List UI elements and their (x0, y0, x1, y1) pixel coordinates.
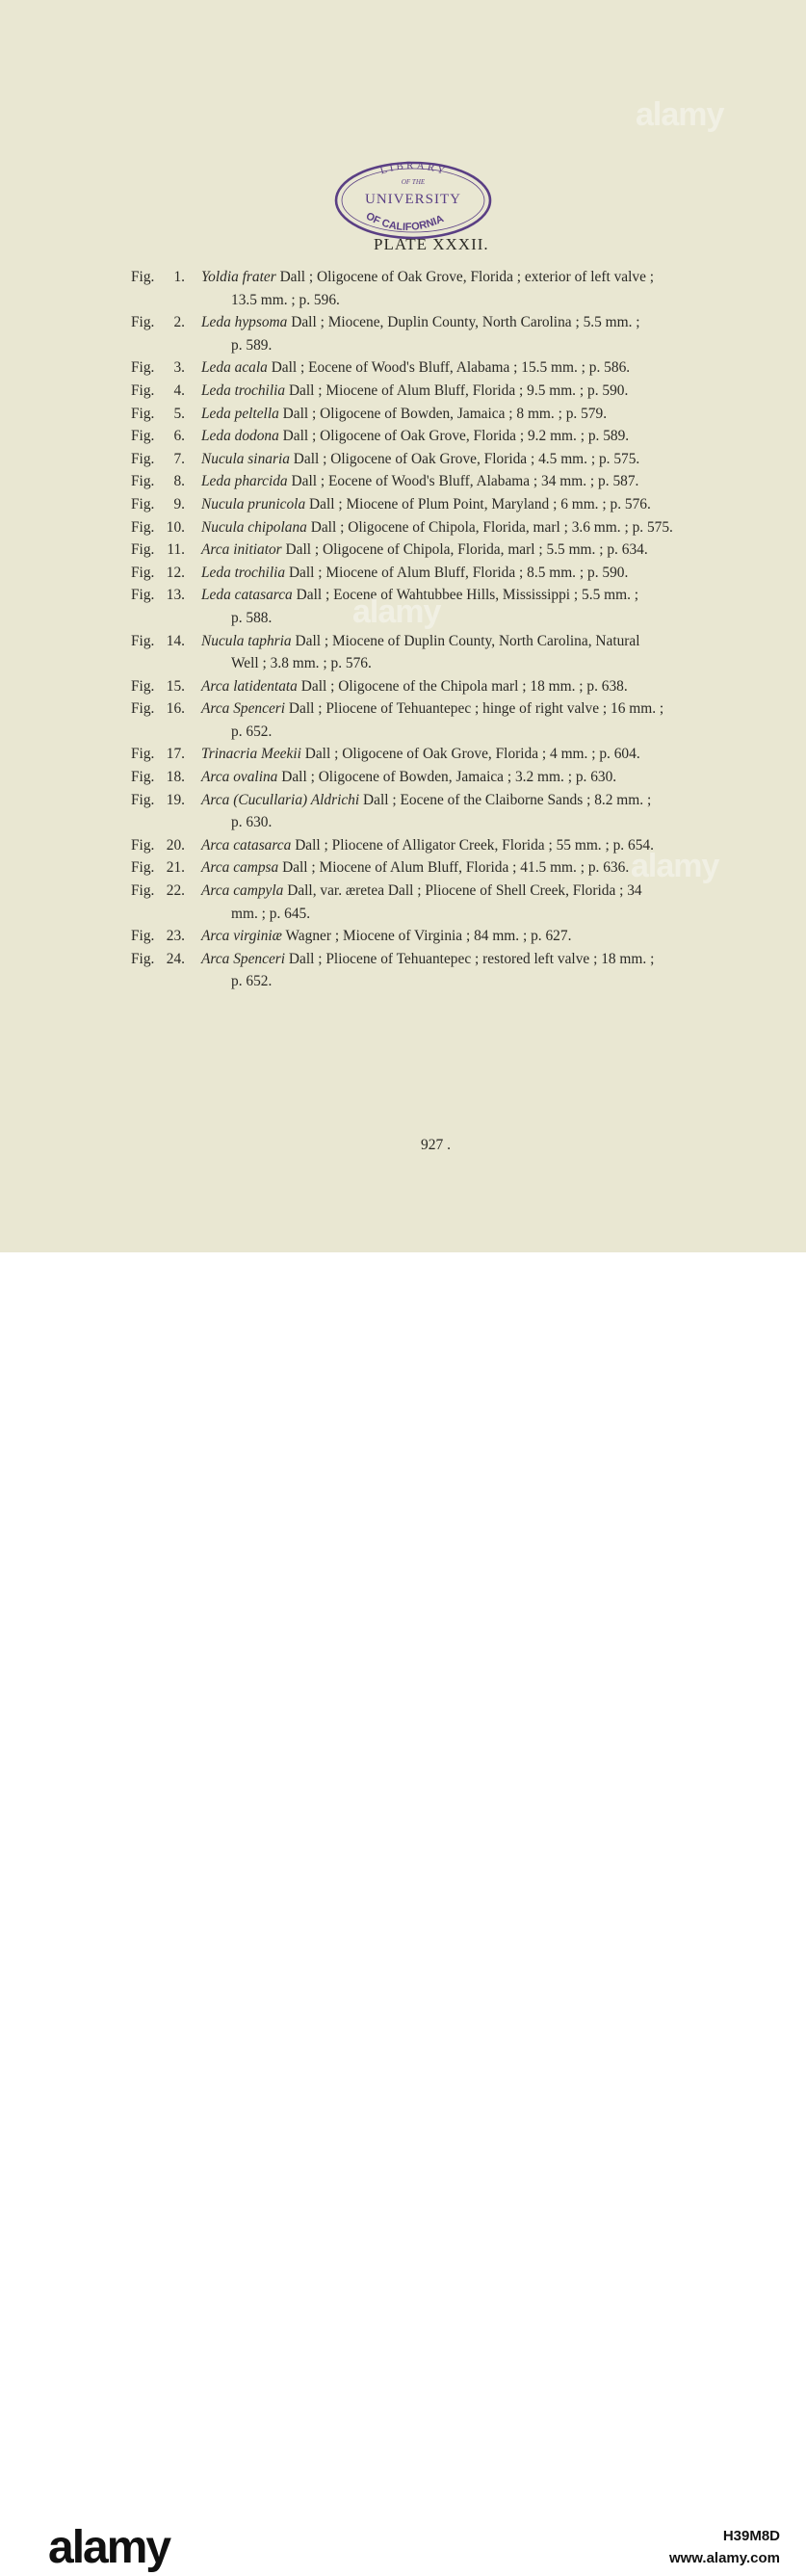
figure-caption (0, 630, 806, 675)
species-name: Arca initiator (201, 541, 282, 559)
fig-number: 24. (166, 950, 185, 967)
watermark-logo: alamy (631, 848, 719, 884)
caption-text (201, 630, 745, 675)
fig-label: Fig. (131, 746, 155, 763)
fig-number: 13. (166, 587, 185, 604)
fig-number: 22. (166, 882, 185, 900)
caption-text (201, 356, 745, 380)
caption-continuation: p. 652. (231, 973, 273, 990)
figure-caption (0, 743, 806, 766)
fig-number: 17. (166, 746, 185, 763)
fig-label: Fig. (131, 381, 155, 399)
fig-label: Fig. (131, 587, 155, 604)
species-name: Leda trochilia (201, 564, 286, 581)
caption-text (201, 470, 745, 493)
caption-text (201, 948, 745, 993)
caption-text (201, 266, 745, 311)
fig-number: 14. (166, 632, 185, 649)
figure-caption (0, 516, 806, 539)
fig-label: Fig. (131, 564, 155, 581)
fig-number: 7. (173, 450, 185, 467)
caption-description: Dall ; Oligocene of Chipola, Florida, marl ; 3.6 mm. ; p. 575. (310, 518, 673, 536)
caption-description: Dall ; Miocene of Alum Bluff, Florida ; 41.5 mm. ; p. 636. (282, 859, 630, 877)
caption-description: Dall ; Eocene of the Claiborne Sands ; 8.2 mm. ; (363, 791, 652, 808)
caption-continuation: p. 588. (231, 609, 273, 626)
species-name: Leda dodona (201, 428, 279, 445)
fig-number: 6. (173, 428, 185, 445)
document-page (0, 0, 806, 1252)
species-name: Nucula prunicola (201, 495, 306, 513)
figure-caption (0, 448, 806, 471)
species-name: Arca campsa (201, 859, 279, 877)
caption-description: Dall ; Miocene of Alum Bluff, Florida ; 8.5 mm. ; p. 590. (288, 564, 629, 581)
caption-continuation: Well ; 3.8 mm. ; p. 576. (231, 655, 372, 672)
species-name: Arca ovalina (201, 769, 278, 786)
fig-label: Fig. (131, 700, 155, 718)
species-name: Arca latidentata (201, 677, 298, 695)
fig-number: 20. (166, 836, 185, 854)
caption-text (201, 789, 745, 834)
fig-number: 3. (173, 359, 185, 377)
figure-caption (0, 675, 806, 698)
caption-description: Dall ; Miocene of Alum Bluff, Florida ; 9.5 mm. ; p. 590. (288, 381, 629, 399)
figure-caption (0, 380, 806, 403)
fig-label: Fig. (131, 859, 155, 877)
caption-text (201, 766, 745, 789)
fig-label: Fig. (131, 632, 155, 649)
figure-caption (0, 311, 806, 356)
caption-description: Dall ; Eocene of Wood's Bluff, Alabama ; 34 mm. ; p. 587. (291, 473, 639, 490)
plate-title: PLATE XXXII. (374, 235, 489, 253)
fig-label: Fig. (131, 769, 155, 786)
fig-label: Fig. (131, 314, 155, 331)
fig-number: 18. (166, 769, 185, 786)
fig-label: Fig. (131, 450, 155, 467)
fig-label: Fig. (131, 882, 155, 900)
species-name: Leda hypsoma (201, 314, 288, 331)
fig-label: Fig. (131, 518, 155, 536)
fig-number: 2. (173, 314, 185, 331)
figure-caption (0, 697, 806, 743)
caption-continuation: p. 630. (231, 814, 273, 831)
fig-number: 12. (166, 564, 185, 581)
caption-description: Dall ; Oligocene of Oak Grove, Florida ; 4 mm. ; p. 604. (304, 746, 640, 763)
watermark-logo: alamy (352, 593, 441, 630)
caption-description: Dall ; Miocene of Duplin County, North Carolina, Natural (295, 632, 640, 649)
caption-text (201, 311, 745, 356)
species-name: Leda catasarca (201, 587, 293, 604)
caption-continuation: mm. ; p. 645. (231, 905, 311, 922)
caption-description: Dall ; Miocene of Plum Point, Maryland ; 6 mm. ; p. 576. (309, 495, 651, 513)
caption-description: Dall ; Oligocene of Oak Grove, Florida ; 4.5 mm. ; p. 575. (293, 450, 640, 467)
caption-text (201, 675, 745, 698)
caption-description: Dall, var. æretea Dall ; Pliocene of Shell Creek, Florida ; 34 (287, 882, 642, 900)
page-number: 927 . (421, 1137, 451, 1153)
caption-text (201, 380, 745, 403)
library-stamp (332, 156, 492, 245)
species-name: Leda trochilia (201, 381, 286, 399)
caption-text (201, 516, 745, 539)
caption-text (201, 925, 745, 948)
fig-number: 11. (167, 541, 185, 559)
figure-caption (0, 539, 806, 562)
fig-label: Fig. (131, 473, 155, 490)
fig-label: Fig. (131, 269, 155, 285)
species-name: Nucula taphria (201, 632, 292, 649)
fig-label: Fig. (131, 836, 155, 854)
caption-text (201, 562, 745, 585)
fig-number: 21. (166, 859, 185, 877)
stamp-line1: LIBRARY (378, 159, 450, 178)
caption-description: Wagner ; Miocene of Virginia ; 84 mm. ; p. 627. (285, 928, 572, 945)
species-name: Arca catasarca (201, 836, 292, 854)
species-name: Trinacria Meekii (201, 746, 301, 763)
caption-text (201, 880, 745, 925)
fig-number: 4. (173, 381, 185, 399)
species-name: Yoldia frater (201, 269, 276, 285)
caption-text (201, 743, 745, 766)
species-name: Nucula sinaria (201, 450, 290, 467)
figure-caption (0, 789, 806, 834)
caption-text (201, 403, 745, 426)
figure-caption (0, 470, 806, 493)
caption-continuation: p. 589. (231, 336, 273, 354)
fig-number: 19. (166, 791, 185, 808)
figure-caption (0, 425, 806, 448)
stamp-line3: UNIVERSITY (365, 192, 461, 207)
figure-caption (0, 356, 806, 380)
caption-description: Dall ; Oligocene of Bowden, Jamaica ; 8 mm. ; p. 579. (282, 405, 608, 422)
figure-caption (0, 403, 806, 426)
caption-description: Dall ; Eocene of Wood's Bluff, Alabama ; 15.5 mm. ; p. 586. (271, 359, 631, 377)
figure-caption (0, 925, 806, 948)
fig-label: Fig. (131, 495, 155, 513)
fig-number: 1. (173, 269, 185, 285)
fig-number: 5. (173, 405, 185, 422)
stamp-line4: OF CALIFORNIA (363, 210, 446, 234)
fig-label: Fig. (131, 950, 155, 967)
fig-label: Fig. (131, 541, 155, 559)
fig-label: Fig. (131, 428, 155, 445)
fig-label: Fig. (131, 677, 155, 695)
brand-logo: alamy (48, 2522, 170, 2573)
fig-number: 16. (166, 700, 185, 718)
fig-label: Fig. (131, 928, 155, 945)
caption-description: Dall ; Pliocene of Tehuantepec ; hinge of right valve ; 16 mm. ; (288, 700, 664, 718)
fig-number: 8. (173, 473, 185, 490)
fig-label: Fig. (131, 359, 155, 377)
caption-continuation: p. 652. (231, 723, 273, 740)
stock-footer (0, 1252, 806, 2573)
species-name: Arca Spenceri (201, 950, 286, 967)
species-name: Leda acala (201, 359, 268, 377)
stamp-line2: OF THE (401, 178, 426, 186)
caption-continuation: 13.5 mm. ; p. 596. (231, 291, 340, 308)
caption-text (201, 448, 745, 471)
caption-description: Dall ; Oligocene of the Chipola marl ; 18 mm. ; p. 638. (300, 677, 628, 695)
caption-description: Dall ; Pliocene of Alligator Creek, Florida ; 55 mm. ; p. 654. (295, 836, 654, 854)
caption-description: Dall ; Eocene of Wahtubbee Hills, Mississippi ; 5.5 mm. ; (296, 587, 639, 604)
caption-text (201, 697, 745, 743)
fig-number: 10. (166, 518, 185, 536)
figure-caption (0, 766, 806, 789)
species-name: Arca campyla (201, 882, 284, 900)
fig-number: 9. (173, 495, 185, 513)
species-name: Arca (Cucullaria) Aldrichi (201, 791, 360, 808)
fig-label: Fig. (131, 791, 155, 808)
figure-caption (0, 880, 806, 925)
species-name: Leda peltella (201, 405, 279, 422)
fig-number: 15. (166, 677, 185, 695)
caption-text (201, 584, 745, 629)
species-name: Leda pharcida (201, 473, 288, 490)
watermark-logo: alamy (636, 96, 724, 133)
stock-image-id: H39M8D (722, 2528, 780, 2544)
caption-description: Dall ; Oligocene of Chipola, Florida, marl ; 5.5 mm. ; p. 634. (285, 541, 648, 559)
caption-text (201, 425, 745, 448)
species-name: Arca Spenceri (201, 700, 286, 718)
caption-text (201, 539, 745, 562)
figure-caption (0, 562, 806, 585)
caption-description: Dall ; Pliocene of Tehuantepec ; restored left valve ; 18 mm. ; (288, 950, 655, 967)
caption-description: Dall ; Oligocene of Bowden, Jamaica ; 3.2 mm. ; p. 630. (281, 769, 617, 786)
caption-description: Dall ; Miocene, Duplin County, North Carolina ; 5.5 mm. ; (291, 314, 640, 331)
fig-label: Fig. (131, 405, 155, 422)
species-name: Arca virginiæ (201, 928, 282, 945)
stock-url: www.alamy.com (668, 2550, 780, 2566)
caption-description: Dall ; Oligocene of Oak Grove, Florida ; exterior of left valve ; (279, 269, 655, 285)
species-name: Nucula chipolana (201, 518, 307, 536)
figure-caption (0, 493, 806, 516)
fig-number: 23. (166, 928, 185, 945)
caption-description: Dall ; Oligocene of Oak Grove, Florida ; 9.2 mm. ; p. 589. (282, 428, 630, 445)
figure-caption (0, 948, 806, 993)
stamp-graphic (332, 156, 492, 245)
figure-caption (0, 266, 806, 311)
caption-text (201, 493, 745, 516)
